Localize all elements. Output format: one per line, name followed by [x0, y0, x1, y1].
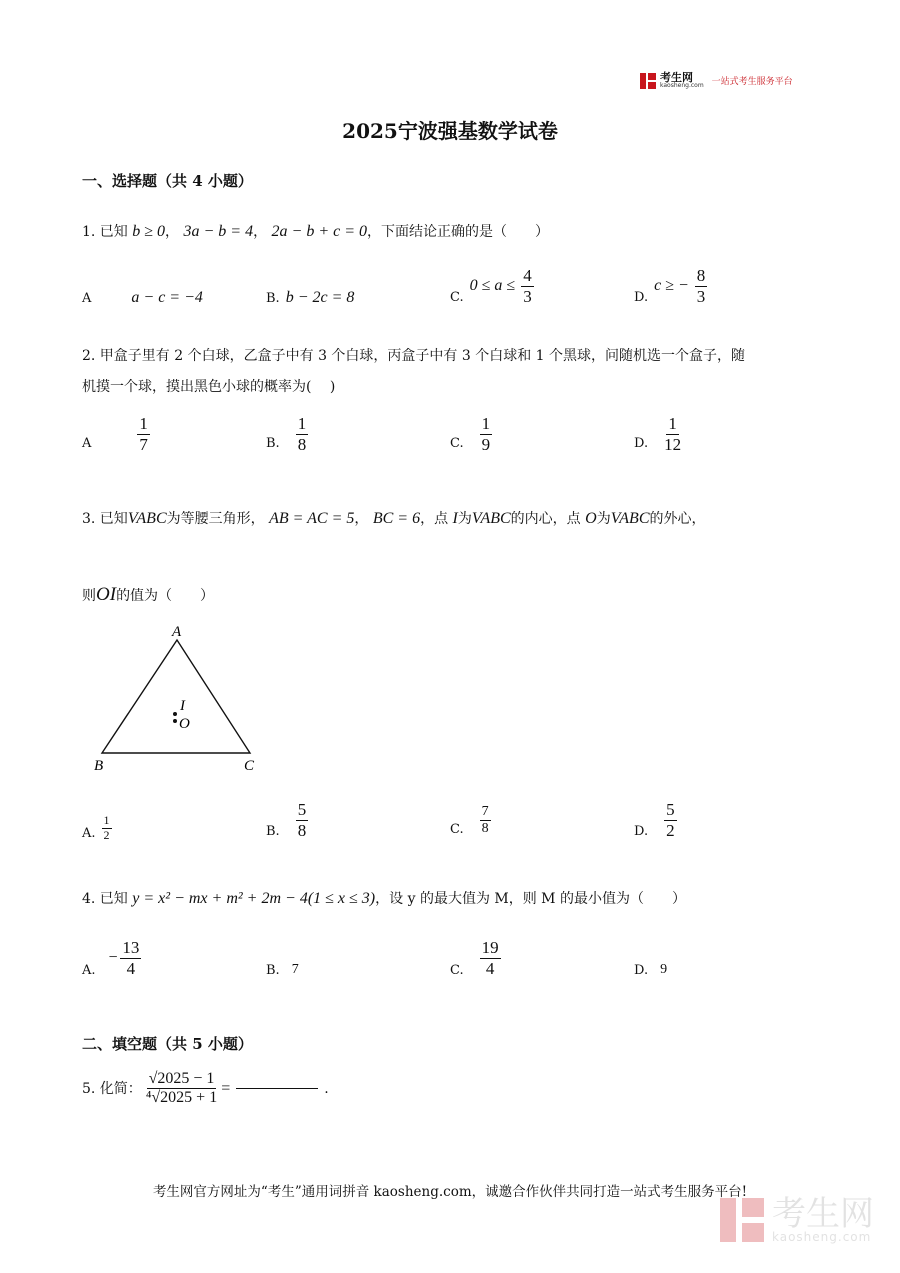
- q2-option-d[interactable]: D. $\frac{1}{12}$: [634, 414, 682, 454]
- q3-option-d[interactable]: D. $\frac{5}{2}$: [634, 800, 675, 840]
- circumcenter-point: [173, 719, 177, 723]
- section-heading-choice: 一、选择题（共 4 小题）: [82, 172, 253, 190]
- header-logo[interactable]: [640, 72, 793, 89]
- q2-line-2: 机摸一个球，摸出黑色小球的概率为( ): [82, 378, 336, 395]
- q1-option-d[interactable]: D. c ≥ − $\frac{8}{3}$: [634, 266, 706, 306]
- q3-option-b[interactable]: B. $\frac{5}{8}$: [266, 800, 307, 840]
- q4-option-c[interactable]: C. $\frac{19}{4}$: [450, 938, 499, 978]
- section-heading-fill: 二、填空题（共 5 小题）: [82, 1035, 253, 1053]
- q1-option-a[interactable]: A a − c = −4: [82, 289, 203, 306]
- watermark-icon: [720, 1198, 764, 1242]
- incenter-point: [173, 712, 177, 716]
- question-4: 4. 已知 y = x² − mx + m² + 2m − 4(1 ≤ x ≤ 3)，设 y 的最大值为 M，则 M 的最小值为（ ）: [82, 890, 686, 907]
- q4-option-b[interactable]: B. 7: [266, 962, 299, 978]
- q5-answer-blank[interactable]: [236, 1088, 318, 1089]
- page-title: 2025宁波强基数学试卷: [342, 119, 558, 143]
- watermark-logo: [720, 1194, 874, 1244]
- q1-option-b[interactable]: B. b − 2c = 8: [266, 289, 355, 306]
- triangle-figure: [90, 620, 270, 780]
- q4-option-d[interactable]: D. 9: [634, 962, 668, 978]
- q1-number: 1. 已知: [82, 224, 128, 240]
- q1-cond-2: 3a − b = 4: [183, 223, 254, 240]
- point-i-label: I: [180, 698, 185, 714]
- watermark-name: 考生网: [772, 1194, 874, 1234]
- q2-option-b[interactable]: B. $\frac{1}{8}$: [266, 414, 307, 454]
- q4-option-a[interactable]: A. − $\frac{13}{4}$: [82, 938, 140, 978]
- vertex-a-label: A: [172, 624, 182, 640]
- q2-option-a[interactable]: A $\frac{1}{7}$: [82, 414, 148, 454]
- question-1: 1. 已知 b ≥ 0， 3a − b = 4， 2a − b + c = 0，下面结论正确的是（ ）: [82, 223, 550, 240]
- question-3: 3. 已知VABC为等腰三角形， AB = AC = 5， BC = 6，点 I为VABC的内心，点 O为VABC的外心，: [82, 510, 706, 527]
- question-5: 5. 化简： $\frac{√2025 - 1}{\text{⁴√2025 + 1}}$ = .: [82, 1070, 329, 1107]
- q3-option-a[interactable]: A. $\frac{1}{2}$: [82, 813, 110, 842]
- question-3-line-2: 则OI的值为（ ）: [82, 584, 215, 605]
- q3-option-c[interactable]: C. $\frac{7}{8}$: [450, 804, 489, 838]
- logo-name: 考生网: [660, 71, 693, 84]
- logo-icon: [640, 73, 656, 89]
- q5-numerator: √2025 − 1: [147, 1070, 217, 1089]
- q1-option-c[interactable]: C. 0 ≤ a ≤ $\frac{4}{3}$: [450, 266, 532, 306]
- watermark-domain: kaosheng.com: [772, 1230, 872, 1244]
- q1-cond-1: b ≥ 0: [132, 223, 166, 240]
- footer-note: 考生网官方网址为“考生”通用词拼音 kaosheng.com，诚邀合作伙伴共同打造一站式考生服务平台!: [152, 1184, 748, 1200]
- question-2: [82, 343, 822, 400]
- q1-cond-3: 2a − b + c = 0: [271, 223, 368, 240]
- q1-tail: ，下面结论正确的是（ ）: [367, 224, 550, 240]
- q2-option-c[interactable]: C. $\frac{1}{9}$: [450, 414, 491, 454]
- vertex-c-label: C: [244, 758, 255, 774]
- point-o-label: O: [179, 716, 190, 732]
- q2-line-1: 2. 甲盒子里有 2 个白球，乙盒子中有 3 个白球，丙盒子中有 3 个白球和 1 个黑球，问随机选一个盒子，随: [82, 348, 746, 364]
- q4-function: y = x² − mx + m² + 2m − 4(1 ≤ x ≤ 3): [132, 890, 376, 907]
- vertex-b-label: B: [94, 758, 104, 774]
- logo-domain: kaosheng.com: [660, 82, 704, 89]
- triangle-shape: [102, 640, 250, 753]
- logo-slogan: 一站式考生服务平台: [711, 77, 793, 87]
- q5-denominator: ⁴√2025 + 1: [145, 1089, 218, 1107]
